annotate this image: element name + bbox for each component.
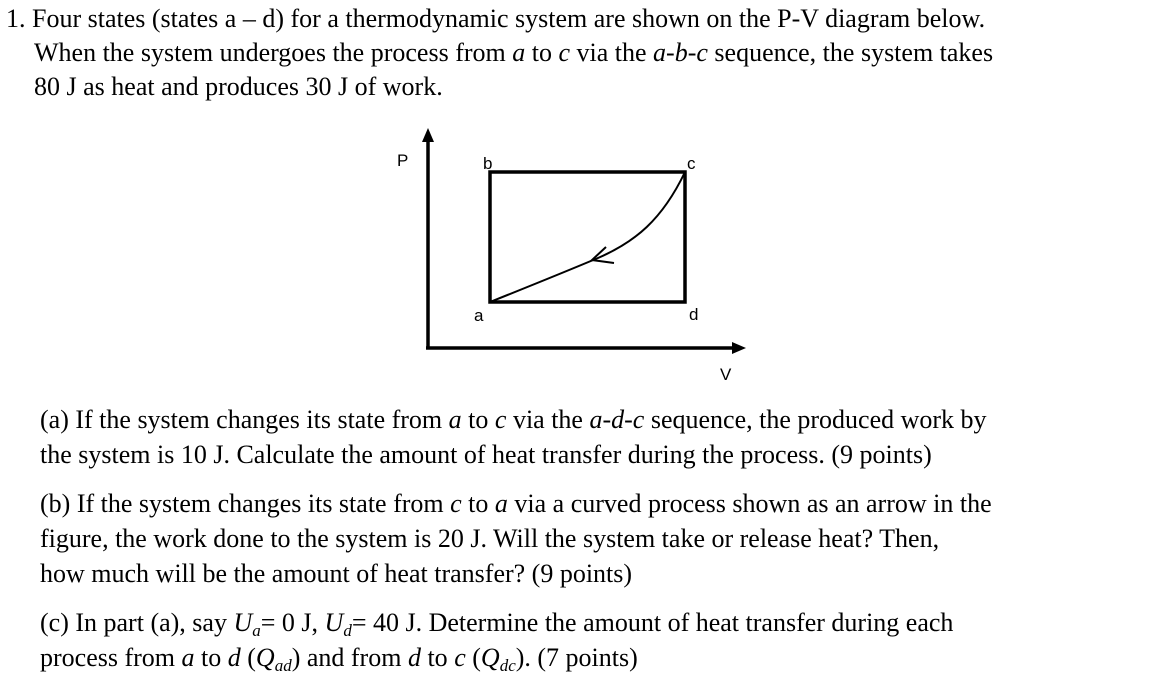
part-a [40,402,1140,472]
state-d-ref: d [227,643,241,672]
part-a-line-1 [40,402,1140,437]
part-b-line-1 [40,486,1140,521]
heat-subscript-ad: ad [274,656,292,675]
part-b-label: (b) [40,489,77,518]
heat-symbol-q: Q [255,643,275,672]
state-c-ref: c [454,643,466,672]
part-text: process from [40,643,182,672]
heat-subscript-dc: dc [499,656,516,675]
state-c-ref: c [450,489,462,518]
part-text: via a curved process shown as an arrow in the [507,489,992,518]
part-text: If the system changes its state from [75,405,449,434]
curved-process-path [490,172,685,302]
state-c-label: c [687,154,696,173]
process-rectangle [490,172,685,302]
part-text: sequence, the produced work by [644,405,987,434]
part-b-line-3: how much will be the amount of heat transfer? (9 points) [40,559,633,588]
part-a-label: (a) [40,405,76,434]
part-text: ( [240,643,256,672]
state-c-ref: c [494,405,507,434]
energy-subscript-d: d [343,621,352,640]
problem-line-1: 1. Four states (states a – d) for a thermodynamic system are shown on the P-V diagram below. [6,4,986,33]
part-text: to [194,643,228,672]
state-b-label: b [483,154,493,173]
state-d-label: d [689,305,699,324]
part-text: to [420,643,455,672]
state-a-ref: a [512,38,526,67]
problem-line-3: 80 J as heat and produces 30 J of work. [34,72,443,101]
problem-line-2 [6,36,1142,70]
part-text: via the [506,405,590,434]
part-c-label: (c) [40,608,76,637]
problem-text: When the system undergoes the process from [34,38,513,67]
part-text: to [461,489,495,518]
part-c-line-1 [40,605,1140,640]
p-axis-arrowhead [422,128,434,142]
part-text: ) and from [291,643,408,672]
part-text: to [461,405,495,434]
state-a-ref: a [181,643,195,672]
part-c-line-2 [40,640,1140,675]
part-a-line-2: the system is 10 J. Calculate the amount of heat transfer during the process. (9 points) [40,440,932,469]
part-text: In part (a), say [75,608,234,637]
problem-statement [6,2,1142,104]
sequence-abc: a-b-c [653,38,708,67]
v-axis-arrowhead [732,342,746,354]
p-axis-label: P [397,151,409,170]
state-d-ref: d [407,643,421,672]
part-text: ( [465,643,481,672]
state-a-ref: a [494,489,508,518]
state-a-ref: a [448,405,462,434]
part-text: = 40 J. Determine the amount of heat transfer during each [351,608,954,637]
energy-subscript-a: a [252,621,261,640]
problem-text: sequence, the system takes [707,38,994,67]
energy-symbol-u: U [324,608,344,637]
part-b [40,486,1140,591]
pv-diagram-svg [380,120,780,390]
question-parts [40,402,1140,675]
problem-text: via the [570,38,654,67]
problem-text: to [525,38,559,67]
part-c [40,605,1140,675]
state-a-label: a [474,306,484,325]
energy-symbol-u: U [233,608,253,637]
part-text: If the system changes its state from [76,489,451,518]
part-b-line-2: figure, the work done to the system is 20 J. Will the system take or release heat? Then, [40,524,940,553]
pv-diagram [380,120,780,390]
sequence-adc: a-d-c [589,405,645,434]
part-text: ). (7 points) [515,643,638,672]
state-c-ref: c [558,38,571,67]
v-axis-label: V [720,365,732,384]
heat-symbol-q: Q [480,643,500,672]
part-text: = 0 J, [260,608,325,637]
